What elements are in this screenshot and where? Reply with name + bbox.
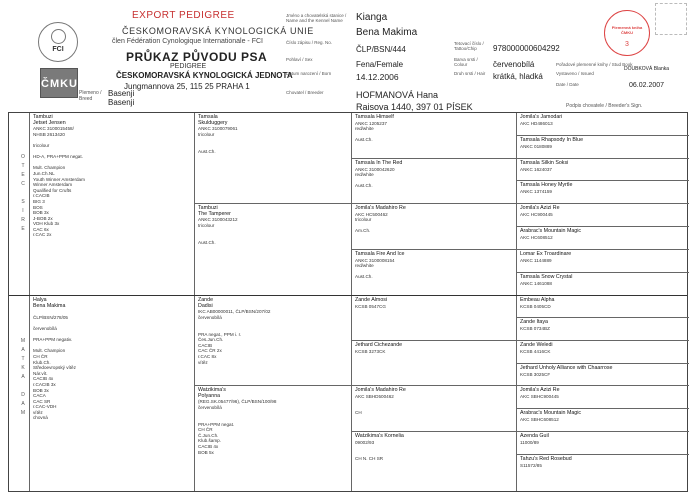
ancestor-gen4-cell (517, 113, 689, 135)
detail-line: r.CAC 8x (198, 353, 217, 359)
side-letter: A (21, 374, 25, 380)
breed-value: Basenji (108, 89, 135, 98)
ancestor-name: Jomila's Azizi Re (520, 387, 560, 393)
ancestor-reg: KCSB 4416CK (520, 348, 551, 354)
detail-line: Winner Amsterdam (33, 182, 73, 188)
dam-cell (30, 296, 194, 493)
detail-line: red/white (355, 263, 374, 269)
dog-colour: červenobílá (493, 60, 535, 69)
detail-line: BOB 3x (33, 387, 49, 393)
side-letter: A (21, 347, 25, 353)
detail-line: CACIB (198, 342, 213, 348)
reg-label: Číslo zápisu / Reg. No. (286, 40, 333, 45)
ancestor-name: Watzikima's Kornelia (355, 433, 404, 439)
detail-line: Am.Ch. (355, 228, 371, 234)
detail-line: ANKC 3100008154 (355, 257, 395, 263)
dam-sire-cell (195, 296, 351, 385)
detail-line: červenobílá (33, 325, 57, 331)
ancestor-name: Zande Itaya (520, 319, 548, 325)
ancestor-reg: S11572/85 (520, 462, 542, 468)
detail-line: Mult. Champion (33, 348, 66, 354)
sire-name: Tambuzi (33, 114, 53, 120)
detail-line: Č.Jun.Ch. (198, 432, 219, 438)
detail-line: r.CACIB 3x (33, 381, 56, 387)
side-letter: E (21, 226, 25, 232)
ancestor-reg: ANKC 1461088 (520, 280, 552, 286)
signature-label: Podpis chovatele / Breeder's Sign. (566, 103, 643, 109)
detail-line: VDH Klub 3x (33, 221, 60, 227)
detail-line: Youth Winner Amsterdam (33, 176, 85, 182)
detail-line (355, 365, 513, 371)
sex-label: Pohlaví / Sex (286, 57, 313, 62)
dam-dam-details (198, 399, 348, 455)
club-address: Jungmannova 25, 115 25 PRAHA 1 (124, 82, 250, 91)
detail-line: chovná (33, 415, 48, 421)
detail-line: BOS (33, 204, 43, 210)
detail-line: Qualified for Crufts (33, 187, 72, 193)
ancestor-reg: KCSB 0734BZ (520, 325, 550, 331)
detail-line: Aust.Ch. (355, 183, 373, 189)
dog-name: Kianga (356, 12, 388, 23)
side-letter: K (21, 365, 25, 371)
ancestor-reg: AKC HC900445 (520, 211, 553, 217)
club-jednota: ČESKOMORAVSKÁ KYNOLOGICKÁ JEDNOTA (116, 71, 293, 80)
detail-line: IKC AB00000011, ČLP/BSN/207/02 (198, 309, 271, 315)
issued-date: 06.02.2007 (629, 82, 665, 89)
ancestor-gen4-cell (517, 204, 689, 226)
sire-side-label (18, 153, 28, 234)
sire-kennel: Jetset Jensen (33, 119, 66, 126)
side-letter: T (21, 356, 25, 362)
detail-line: CH N. CH SR (355, 456, 384, 462)
sire-details (33, 126, 191, 238)
detail-line: tricolour (198, 131, 215, 137)
detail-line: CH ČR (198, 427, 213, 433)
detail-line: Aust.Ch. (355, 274, 373, 280)
ancestor-name: Lomar Ex Troardinare (520, 251, 572, 257)
ancestor-name: Jomila's Madahiro Re (355, 205, 406, 211)
club-fci-member: člen Fédération Cynologique Internationale - FCI (112, 38, 263, 45)
ancestor-gen3-cell (352, 250, 516, 295)
detail-line: KCSB 3273CK (355, 348, 386, 354)
detail-line: Klub.Ch. (33, 359, 51, 365)
ancestor-name: Tamsala Silkin Soksi (520, 160, 569, 166)
page-title: PRŮKAZ PŮVODU PSA (126, 50, 268, 64)
side-letter: C (21, 181, 25, 187)
ancestor-name: Tamsala Snow Crystal (520, 274, 573, 280)
detail-line: tricolour (198, 222, 215, 228)
detail-line: CACA (33, 393, 46, 399)
sire-dam-details (198, 217, 348, 245)
detail-line: vítěz (33, 409, 43, 415)
ancestor-name: Zande Weledi (520, 342, 553, 348)
ancestor-gen3-cell (352, 204, 516, 249)
issued-label: Vystaveno / Issued (556, 71, 594, 76)
ancestor-gen4-cell (517, 181, 689, 203)
detail-line: CAC ČR 2x (198, 348, 222, 354)
hair-label: Druh srsti / Hair (454, 71, 486, 76)
detail-line: red/white (355, 172, 374, 178)
detail-line: Středoevropský vítěz (33, 365, 76, 371)
ancestor-reg: ANKC 1624037 (520, 166, 552, 172)
stamp-number: 3 (625, 41, 629, 48)
ancestor-reg: KCSB 0405CD (520, 303, 551, 309)
dam-sire-kennel: Dadisi (198, 302, 213, 309)
detail-line: Jun.Ch.NL (33, 170, 55, 176)
ancestor-name: Tamsala Fire And Ice (355, 251, 405, 257)
detail-line: Nár.vít. (33, 370, 48, 376)
sire-dam-cell (195, 204, 351, 295)
detail-line: HD-A, PRA+PPM negat. (33, 154, 83, 160)
ancestor-name: Embeau Alpha (520, 297, 555, 303)
detail-line: PRA+PPM negativ. (33, 337, 73, 343)
stamp-text: Plemenná kniha ČMKU (611, 25, 643, 35)
ancestor-gen4-cell (517, 318, 689, 340)
dam-details (33, 309, 191, 421)
sire-sire-kennel: Skulduggery (198, 119, 228, 126)
detail-line: CH ČR (33, 353, 48, 359)
detail-line: Mult. Champion (33, 165, 66, 171)
dog-tattoo: 978000000604292 (493, 44, 560, 53)
fci-logo-text: FCI (52, 46, 64, 53)
side-letter: M (20, 338, 26, 344)
ancestor-gen4-cell (517, 296, 689, 318)
dog-sex: Fena/Female (356, 60, 404, 69)
side-letter (18, 382, 28, 391)
detail-line: r.CAC-VDH (33, 404, 57, 410)
ancestor-reg: ANKC 1374159 (520, 188, 552, 194)
ancestor-name: Jomila's Madahiro Re (355, 387, 406, 393)
detail-line: ČLP/BSN/278/05 (33, 314, 68, 320)
detail-line: Aust.Ch. (355, 137, 373, 143)
side-letter: A (21, 401, 25, 407)
sire-sire-name: Tamsala (198, 114, 218, 120)
ancestor-name: Jethard Cichezande (355, 342, 403, 348)
fci-logo (38, 22, 78, 62)
detail-line: BOB 5x (198, 449, 214, 455)
stud-book-label: Pořadové plemenné knihy / Stud Book (556, 62, 633, 67)
dam-sire-details (198, 309, 348, 365)
name-label: Jméno a chovatelská stanice / Name and the Kennel Name (286, 13, 347, 23)
dam-kennel: Bena Makima (33, 302, 66, 309)
ancestor-gen4-cell (517, 227, 689, 249)
ancestor-gen3-cell (352, 296, 516, 340)
ancestor-reg: ANKC 0180889 (520, 143, 552, 149)
detail-line: ANKC 3100015458/ (33, 126, 74, 132)
hologram-sticker (655, 3, 687, 35)
detail-line: BIG 3 (33, 198, 45, 204)
ancestor-reg: AKC HC608512 (520, 234, 553, 240)
dog-breeder-name: HOFMANOVÁ Hana (356, 90, 439, 100)
detail-line: Klub.šamp. (198, 438, 221, 444)
ancestor-gen4-cell (517, 364, 689, 386)
detail-line: 09002/93 (355, 439, 375, 445)
ancestor-gen3-cell (352, 341, 516, 386)
detail-line: KCSB 0547CG (355, 303, 386, 309)
detail-line: ANKC 3100079061 (198, 126, 238, 132)
dam-side-label (18, 337, 28, 418)
dog-dob: 14.12.2006 (356, 72, 399, 82)
ancestor-name: Arabrac's Mountain Magic (520, 410, 582, 416)
detail-line: CAC SR (33, 398, 51, 404)
export-label: EXPORT PEDIGREE (132, 10, 235, 21)
ancestor-reg: AKC HD486013 (520, 120, 553, 126)
ancestor-name: Arabrac's Mountain Magic (520, 228, 582, 234)
stud-book-ref: DOUBKOVÁ Blanka (624, 66, 670, 72)
detail-line: vítěz (198, 359, 208, 365)
detail-line: Aust.Ch. (198, 239, 216, 245)
detail-line: tricolour (355, 217, 372, 223)
detail-line: ANKC 3100042620 (355, 166, 395, 172)
club-name: ČESKOMORAVSKÁ KYNOLOGICKÁ UNIE (122, 26, 314, 36)
ancestor-gen4-cell (517, 159, 689, 181)
ancestor-gen4-cell (517, 341, 689, 363)
dam-name: Halya (33, 297, 47, 303)
detail-line: červenobílá (198, 314, 222, 320)
stud-book-stamp (604, 10, 650, 56)
detail-line: CACIB 4x (33, 376, 54, 382)
detail-line: PRA+PPM negat. (198, 421, 235, 427)
breed-value-en: Basenji (108, 98, 135, 107)
detail-line: Čes.Jun.Ch. (198, 337, 224, 343)
ancestor-name: Jomila's Azizi Re (520, 205, 560, 211)
ancestor-gen4-cell (517, 455, 689, 493)
dam-sire-name: Zande (198, 297, 214, 303)
ancestor-reg: KCSB 3025CF (520, 371, 551, 377)
side-letter: D (21, 392, 25, 398)
date-label: Date / Date (556, 82, 579, 87)
ancestor-name: Tamsala Rhapsody In Blue (520, 137, 584, 143)
ancestor-gen3-cell (352, 113, 516, 158)
detail-line: tricolour (33, 142, 50, 148)
ancestor-name: Jethard Unholy Alliance with Chaarrose (520, 365, 613, 371)
side-letter: T (21, 163, 25, 169)
side-letter: R (21, 217, 25, 223)
detail-line: (REG.SK.05477/96), ČLP/BSN/100/98 (198, 399, 277, 405)
ancestor-name: Zande Almosi (355, 297, 388, 303)
ancestor-gen4-cell (517, 386, 689, 408)
breed-label: Plemeno / Breed (79, 90, 102, 102)
page-subtitle: PEDIGREE (170, 63, 207, 70)
detail-line: BOB 3x (33, 210, 49, 216)
sire-dam-name: Tambuzi (198, 205, 218, 211)
dog-reg-no: ČLP/BSN/444 (356, 45, 406, 54)
ancestor-gen4-cell (517, 432, 689, 454)
ancestor-name: Tamsala Honey Myrtle (520, 182, 573, 188)
ancestor-gen3-cell (352, 386, 516, 431)
ancestor-name: Azenda Guil (520, 433, 549, 439)
dog-breeder-address: Raisova 1440, 397 01 PÍSEK (356, 102, 473, 112)
ancestor-reg: ANKC 1144889 (520, 257, 552, 263)
sire-sire-details (198, 126, 348, 154)
ancestor-name: Tamsala Himself (355, 114, 394, 120)
ancestor-gen3-cell (352, 159, 516, 204)
sire-cell (30, 113, 194, 295)
sire-dam-kennel: The Tamperer (198, 210, 231, 217)
breeder-label: Chovatel / Breeder (286, 90, 324, 95)
detail-line: CAC 6x (33, 226, 49, 232)
side-letter: M (20, 410, 26, 416)
detail-line: červenobílá (198, 404, 222, 410)
ancestor-name: Jomila's Jamodari (520, 114, 563, 120)
detail-line: CACIB 4x (198, 443, 219, 449)
dam-dam-name: Watzikima's (198, 387, 226, 393)
detail-line: ANKC 3100043212 (198, 217, 238, 223)
dog-hair: krátká, hladká (493, 72, 543, 81)
detail-line: NHSB 2613420 (33, 131, 65, 137)
ancestor-name: Tahzu's Red Rosebud (520, 456, 572, 462)
dam-dam-cell (195, 386, 351, 493)
side-letter: E (21, 172, 25, 178)
pedigree-table (8, 112, 688, 492)
detail-line: Aust.Ch. (198, 148, 216, 154)
colour-label: Barva srsti / Colour (454, 57, 478, 67)
detail-line: PRA negat., PPM i. r. (198, 331, 242, 337)
side-letter (18, 189, 28, 198)
detail-line: CH (355, 410, 362, 416)
detail-line: ANKC 1205237 (355, 120, 387, 126)
ancestor-gen4-cell (517, 136, 689, 158)
detail-line: AKC SBHD500462 (355, 393, 394, 399)
ancestor-gen3-cell (352, 432, 516, 493)
dam-dam-kennel: Polyanna (198, 392, 221, 399)
ancestor-reg: AKC SBHC608512 (520, 416, 559, 422)
ancestor-gen4-cell (517, 250, 689, 272)
detail-line: red/white (355, 126, 374, 132)
detail-line: r.CACIB (33, 193, 50, 199)
ancestor-reg: 11000/89 (520, 439, 539, 445)
detail-line: J-BOB 2x (33, 215, 53, 221)
globe-icon (51, 29, 66, 44)
ancestor-name: Tamsala In The Red (355, 160, 403, 166)
dob-label: Datum narození / Born (286, 71, 332, 76)
ancestor-gen4-cell (517, 409, 689, 431)
side-letter: S (21, 199, 25, 205)
detail-line: r.CAC 2x (33, 232, 52, 238)
ancestor-gen4-cell (517, 273, 689, 295)
cmku-logo: ČMKU (40, 68, 78, 98)
dog-kennel: Bena Makima (356, 27, 418, 38)
detail-line: AKC HC500462 (355, 211, 388, 217)
detail-line (355, 320, 513, 326)
side-letter: I (22, 208, 24, 214)
sire-sire-cell (195, 113, 351, 203)
tattoo-label: Tetovací číslo / Tattoo/Chip (454, 41, 484, 51)
side-letter: O (21, 154, 25, 160)
ancestor-reg: AKC SBHC900445 (520, 393, 559, 399)
